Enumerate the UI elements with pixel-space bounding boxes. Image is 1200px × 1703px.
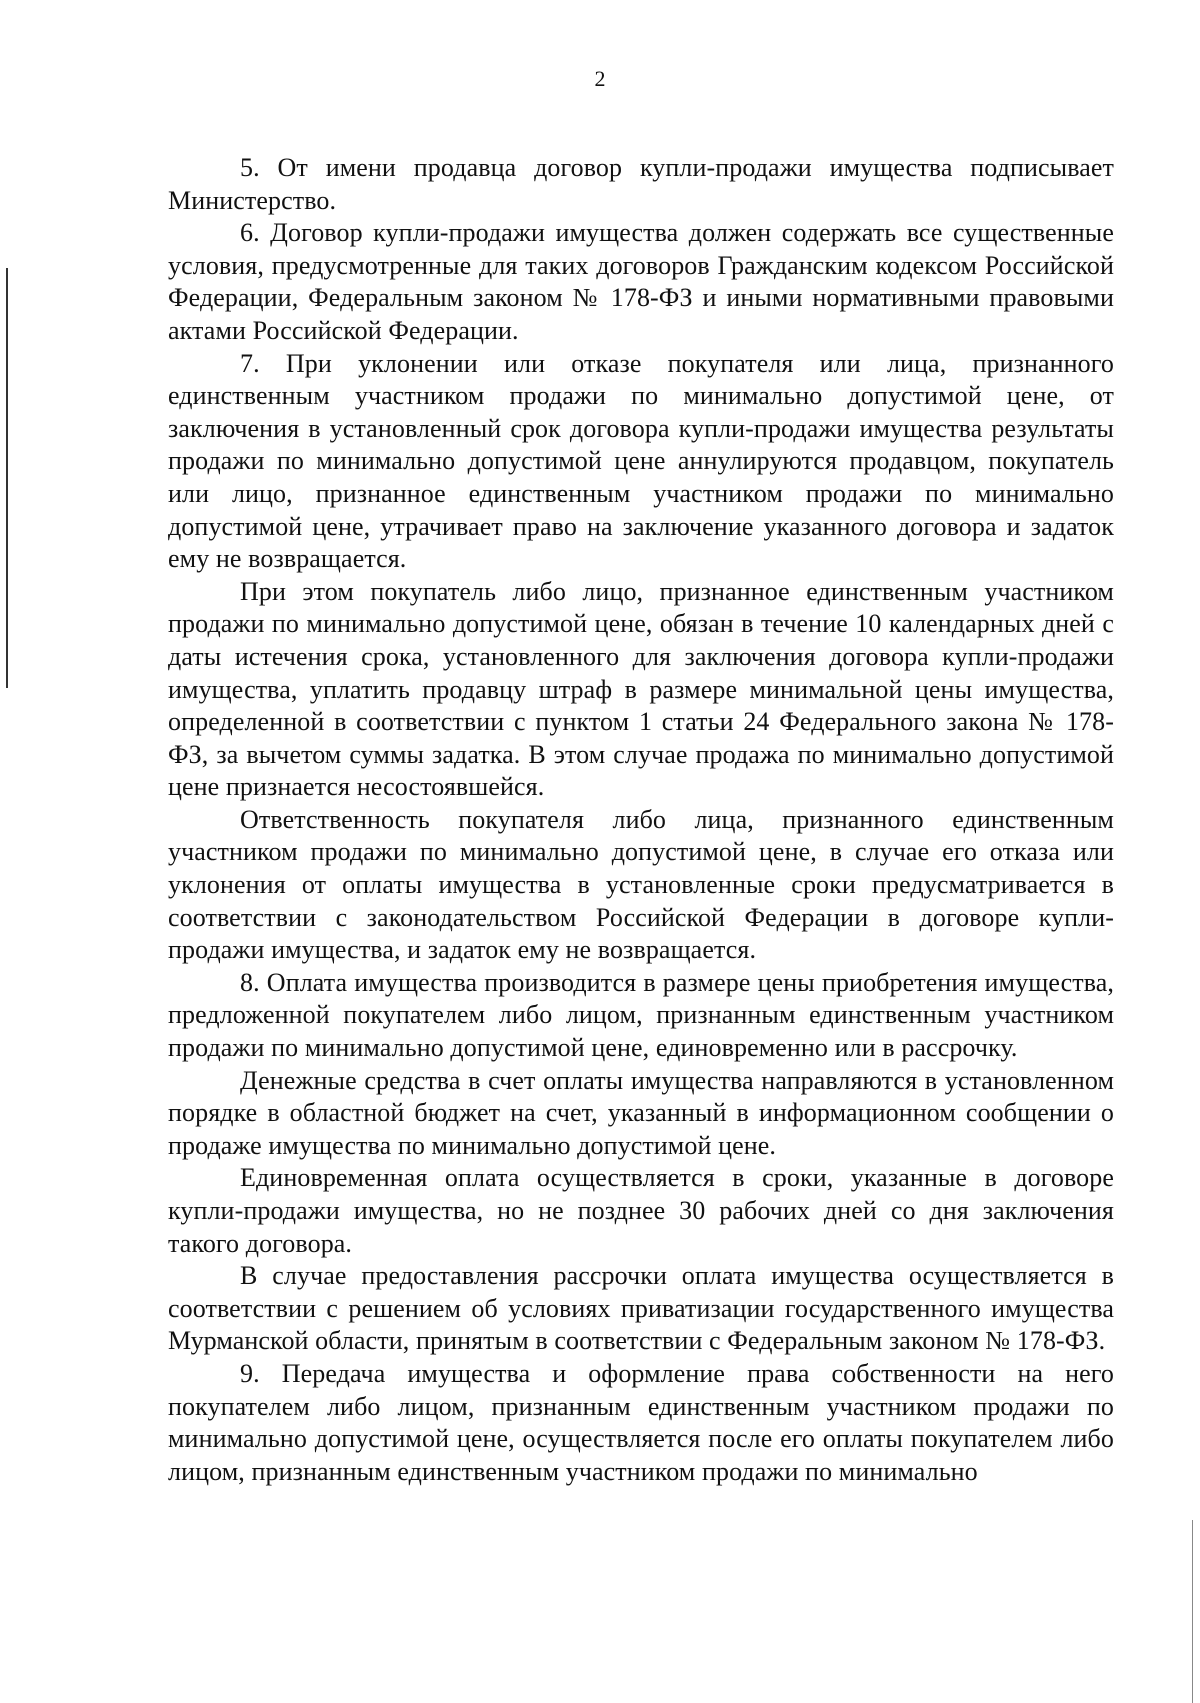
document-body <box>168 152 1114 1488</box>
paragraph-item-8: 8. Оплата имущества производится в размере цены приобретения имущества, предложенной покупателем либо лицом, признанным единственным участником продажи по минимально допустимой цене, единовременно или в рассрочку. <box>168 967 1114 1063</box>
paragraph-funds: Денежные средства в счет оплаты имущества направляются в установленном порядке в областной бюджет на счет, указанный в информационном сообщении о продаже имущества по минимально допустимой цене. <box>168 1065 1114 1160</box>
paragraph-liability: Ответственность покупателя либо лица, признанного единственным участником продажи по минимально допустимой цене, в случае его отказа или уклонения от оплаты имущества в установленные сроки предусматривается в соответствии с законодательством Российской Федерации в договоре купли-продажи имущества, и задаток ему не возвращается. <box>168 804 1114 965</box>
paragraph-lump-sum: Единовременная оплата осуществляется в сроки, указанные в договоре купли-продажи имущества, но не позднее 30 рабочих дней со дня заключения такого договора. <box>168 1163 1114 1258</box>
scan-edge-mark <box>6 268 8 688</box>
paragraph-item-7: 7. При уклонении или отказе покупателя или лица, признанного единственным участником продажи по минимально допустимой цене, от заключения в установленный срок договора купли-продажи имущества результаты продажи по минимально допустимой цене аннулируются продавцом, покупатель или лицо, признанное единственным участником продажи по минимально допустимой цене, утрачивает право на заключение указанного договора и задаток ему не возвращается. <box>168 348 1114 574</box>
page-number: 2 <box>594 66 606 91</box>
paragraph-item-9: 9. Передача имущества и оформление права собственности на него покупателем либо лицом, признанным единственным участником продажи по минимально допустимой цене, осуществляется после его оплаты покупателем либо лицом, признанным единственным участником продажи по минимально <box>168 1358 1114 1486</box>
paragraph-item-5: 5. От имени продавца договор купли-продажи имущества подписывает Министерство. <box>168 153 1114 215</box>
paragraph-installment: В случае предоставления рассрочки оплата имущества осуществляется в соответствии с решением об условиях приватизации государственного имущества Мурманской области, принятым в соответствии с Федеральным законом № 178-ФЗ. <box>168 1261 1114 1356</box>
paragraph-item-6: 6. Договор купли-продажи имущества должен содержать все существенные условия, предусмотренные для таких договоров Гражданским кодексом Российской Федерации, Федеральным законом № 178-ФЗ и иными нормативными правовыми актами Российской Федерации. <box>168 218 1114 345</box>
paragraph-penalty: При этом покупатель либо лицо, признанное единственным участником продажи по минимально допустимой цене, обязан в течение 10 календарных дней с даты истечения срока, установленного для заключения договора купли-продажи имущества, уплатить продавцу штраф в размере минимальной цены имущества, определенной в соответствии с пунктом 1 статьи 24 Федерального закона № 178-ФЗ, за вычетом суммы задатка. В этом случае продажа по минимально допустимой цене признается несостоявшейся. <box>168 576 1114 802</box>
scan-edge-mark-right <box>1192 1520 1193 1703</box>
